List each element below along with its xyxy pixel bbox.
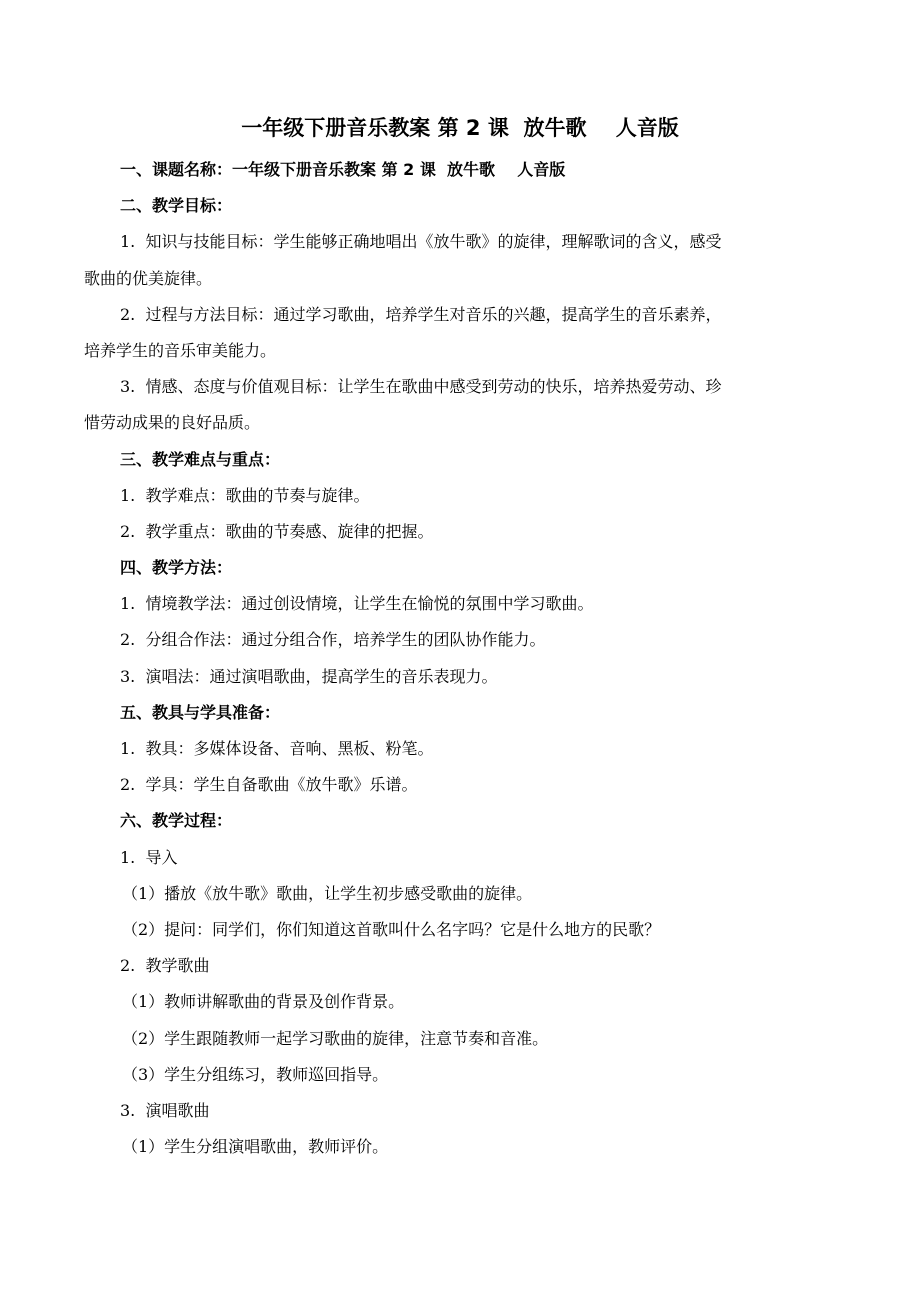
sub-list-item: （1）播放《放牛歌》歌曲，让学生初步感受歌曲的旋律。 [122, 883, 533, 903]
sub-list-item: （1）教师讲解歌曲的背景及创作背景。 [122, 992, 405, 1012]
sub-list-item: （2）提问：同学们，你们知道这首歌叫什么名字吗？它是什么地方的民歌？ [122, 919, 661, 939]
section-heading-materials: 五、教具与学具准备： [120, 702, 281, 722]
list-item: 1. 教具：多媒体设备、音响、黑板、粉笔。 [120, 739, 434, 758]
list-item: 3. 演唱歌曲 [120, 1100, 210, 1120]
list-item: 1. 导入 [120, 847, 178, 867]
objective-process-line-2: 培养学生的音乐审美能力。 [84, 340, 277, 360]
section-heading-difficulties: 三、教学难点与重点： [120, 449, 281, 469]
list-item: 1. 情境教学法：通过创设情境，让学生在愉悦的氛围中学习歌曲。 [120, 594, 594, 614]
objective-emotion-line-1: 3. 情感、态度与价值观目标：让学生在歌曲中感受到劳动的快乐，培养热爱劳动、珍 [120, 377, 722, 397]
document-title: 一年级下册音乐教案 第 2 课 放牛歌 人音版 [241, 116, 679, 140]
section-heading-methods: 四、教学方法： [120, 558, 233, 578]
list-item: 3. 演唱法：通过演唱歌曲，提高学生的音乐表现力。 [120, 666, 498, 686]
section-heading-process: 六、教学过程： [120, 811, 233, 831]
objective-process-line-1: 2. 过程与方法目标：通过学习歌曲，培养学生对音乐的兴趣，提高学生的音乐素养， [120, 304, 722, 324]
document-body [84, 152, 836, 1165]
section-heading-objectives: 二、教学目标： [120, 196, 233, 216]
list-item: 2. 教学歌曲 [120, 956, 210, 976]
objective-emotion-line-2: 惜劳动成果的良好品质。 [84, 413, 261, 433]
section-heading-topic: 一、课题名称：一年级下册音乐教案 第 2 课 放牛歌 人音版 [120, 160, 566, 179]
sub-list-item: （1）学生分组演唱歌曲，教师评价。 [122, 1137, 389, 1157]
objective-knowledge-line-1: 1. 知识与技能目标：学生能够正确地唱出《放牛歌》的旋律，理解歌词的含义，感受 [120, 232, 722, 252]
sub-list-item: （3）学生分组练习，教师巡回指导。 [122, 1064, 389, 1084]
list-item: 2. 教学重点：歌曲的节奏感、旋律的把握。 [120, 521, 434, 541]
list-item: 1. 教学难点：歌曲的节奏与旋律。 [120, 485, 370, 505]
sub-list-item: （2）学生跟随教师一起学习歌曲的旋律，注意节奏和音准。 [122, 1028, 549, 1048]
list-item: 2. 分组合作法：通过分组合作，培养学生的团队协作能力。 [120, 630, 546, 650]
list-item: 2. 学具：学生自备歌曲《放牛歌》乐谱。 [120, 775, 418, 795]
objective-knowledge-line-2: 歌曲的优美旋律。 [84, 268, 213, 288]
